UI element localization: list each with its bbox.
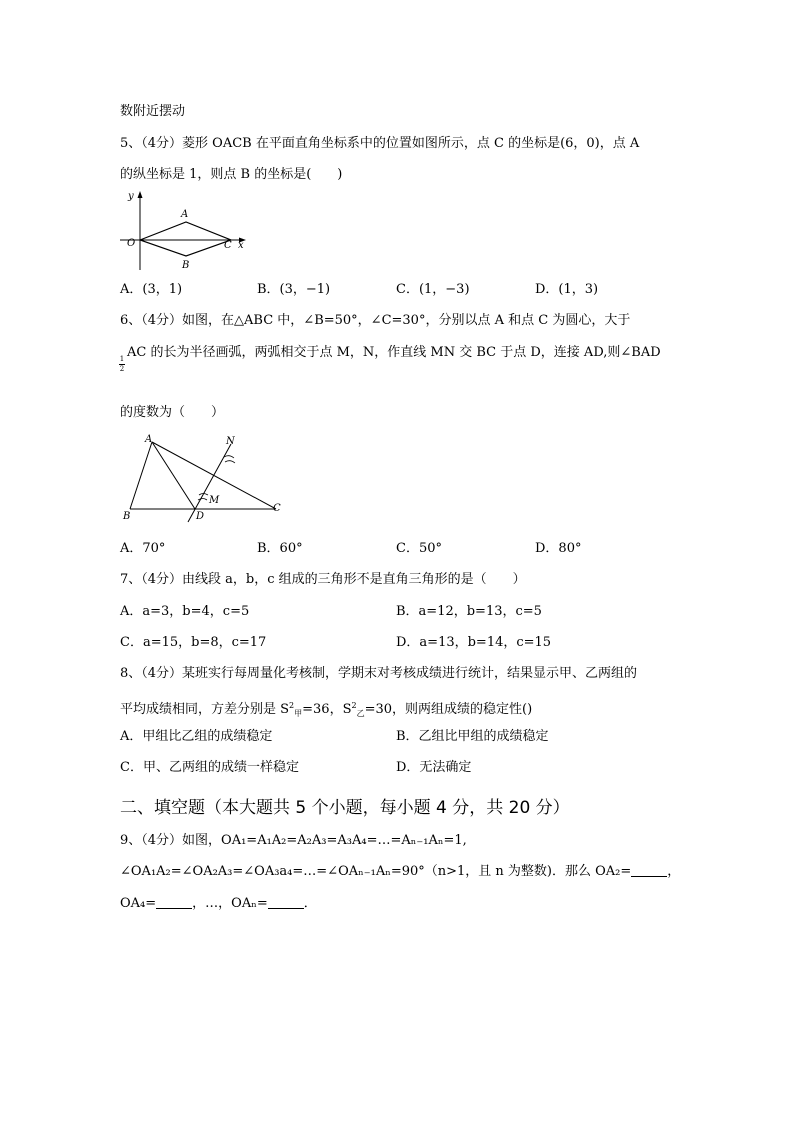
arc-near-n-2	[225, 461, 235, 463]
label-a: A	[181, 209, 189, 220]
q6-option-a: A．70°	[120, 541, 166, 556]
q8-stem-line2	[120, 698, 532, 722]
q6-stem-line1: 6、（4分）如图，在△ABC 中，∠B=50°，∠C=30°，分别以点 A 和点 C 为圆心，大于	[120, 313, 631, 328]
q9-line1: 9、（4分）如图，OA₁=A₁A₂=A₂A₃=A₃A₄=…=Aₙ₋₁Aₙ=1,	[120, 833, 467, 848]
label-m: M	[209, 495, 220, 506]
label-n: N	[226, 436, 235, 447]
rhombus-oacb	[140, 222, 231, 256]
q9-line3	[120, 896, 317, 912]
answer-blank-oan[interactable]	[268, 896, 304, 909]
q8-option-d: D．无法确定	[396, 760, 472, 775]
arc-near-n	[224, 456, 234, 458]
q8-option-c: C．甲、乙两组的成绩一样稳定	[120, 760, 299, 775]
header-fragment: 数附近摆动	[120, 104, 186, 119]
q8-option-b: B．乙组比甲组的成绩稳定	[396, 729, 549, 744]
label-c: C	[224, 240, 232, 251]
q9-line2-end: ，	[667, 864, 681, 879]
q9-line3-c: ．	[303, 896, 317, 911]
q6-stem-line2: AC 的长为半径画弧，两弧相交于点 M，N，作直线 MN 交 BC 于点 D，连接 AD,则∠BAD	[127, 345, 661, 360]
answer-blank-oa2[interactable]	[631, 864, 667, 877]
segment-ad	[152, 442, 195, 509]
q5-option-d: D．(1，3)	[535, 282, 599, 297]
q6-triangle-figure	[118, 432, 288, 524]
label-x: x	[238, 240, 244, 251]
q8-text-a: 平均成绩相同，方差分别是 S	[120, 702, 290, 717]
label-y: y	[128, 191, 134, 202]
answer-blank-oa4[interactable]	[156, 896, 192, 909]
q6-stem-line3: 的度数为（ ）	[120, 405, 225, 420]
q6-option-b: B．60°	[257, 541, 303, 556]
fraction-numerator: 1	[119, 355, 125, 363]
q9-line2-text: ∠OA₁A₂=∠OA₂A₃=∠OA₃a₄=…=∠OAₙ₋₁Aₙ=90°（n>1，且 n 为整数)．那么 OA₂=	[120, 864, 632, 879]
q7-stem: 7、（4分）由线段 a，b，c 组成的三角形不是直角三角形的是（ ）	[120, 572, 526, 587]
label-o: O	[127, 238, 136, 249]
q5-stem-line2: 的纵坐标是 1，则点 B 的坐标是( )	[120, 167, 343, 182]
q7-option-a: A．a=3，b=4，c=5	[120, 604, 250, 619]
side-ab	[130, 442, 152, 509]
q9-line3-b: ，…，OAₙ=	[192, 896, 268, 911]
q9-line2	[120, 864, 680, 880]
q5-option-b: B．(3，−1)	[257, 282, 331, 297]
label-a: A	[145, 434, 153, 445]
q5-option-c: C．(1，−3)	[396, 282, 470, 297]
q7-option-b: B．a=12，b=13，c=5	[396, 604, 542, 619]
label-b: B	[182, 260, 190, 271]
q8-sub2: 乙	[356, 709, 365, 718]
q8-sup1: 2	[289, 701, 295, 710]
q8-text-b: =36，S	[302, 702, 352, 717]
label-c: C	[273, 503, 281, 514]
q5-rhombus-figure	[118, 190, 258, 272]
y-axis-arrow	[138, 191, 143, 198]
q8-text-c: =30，则两组成绩的稳定性()	[364, 702, 533, 717]
q9-line3-a: OA₄=	[120, 896, 157, 911]
arc-near-m-2	[198, 499, 207, 501]
section-title: 二、填空题（本大题共 5 个小题，每小题 4 分，共 20 分）	[120, 798, 570, 818]
q8-sub1: 甲	[294, 709, 303, 718]
fraction-denominator: 2	[119, 365, 125, 373]
q8-sup2: 2	[351, 701, 357, 710]
label-d: D	[196, 511, 205, 522]
q7-option-c: C．a=15，b=8，c=17	[120, 635, 267, 650]
q8-option-a: A．甲组比乙组的成绩稳定	[120, 729, 273, 744]
line-mn	[188, 444, 231, 522]
q5-option-a: A．(3，1)	[120, 282, 183, 297]
one-half-fraction	[119, 356, 125, 373]
q6-option-c: C．50°	[396, 541, 442, 556]
label-b: B	[123, 511, 131, 522]
q6-option-d: D．80°	[535, 541, 582, 556]
q7-option-d: D．a=13，b=14，c=15	[396, 635, 552, 650]
q8-stem-line1: 8、（4分）某班实行每周量化考核制，学期末对考核成绩进行统计，结果显示甲、乙两组的	[120, 666, 638, 681]
q5-stem-line1: 5、（4分）菱形 OACB 在平面直角坐标系中的位置如图所示，点 C 的坐标是(6，0)，点 A	[120, 136, 640, 151]
